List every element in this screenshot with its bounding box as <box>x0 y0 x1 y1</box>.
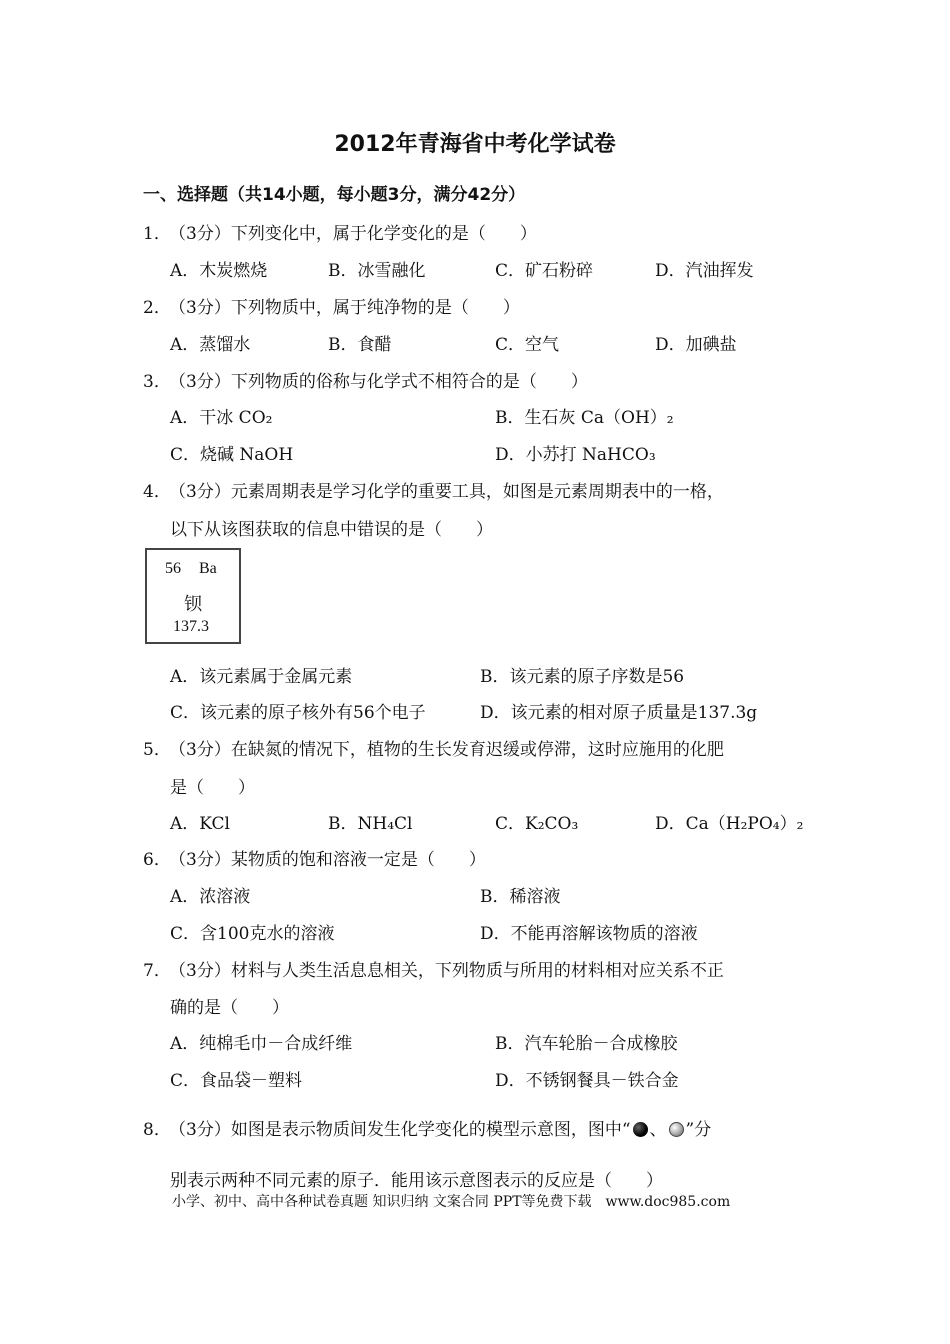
q4-option-b: B．该元素的原子序数是56 <box>480 667 685 687</box>
question-number: 4． <box>143 482 171 502</box>
q6-option-c: C．含100克水的溶液 <box>170 924 335 944</box>
question-stem: （3分）下列变化中，属于化学变化的是（ ） <box>169 224 537 244</box>
page-title: 2012年青海省中考化学试卷 <box>334 132 616 157</box>
question-stem: （3分）下列物质的俗称与化学式不相符合的是（ ） <box>169 372 588 392</box>
question-stem: （3分）元素周期表是学习化学的重要工具，如图是元素周期表中的一格， <box>169 482 724 502</box>
question-3 <box>143 367 588 392</box>
question-2 <box>143 293 520 318</box>
q1-option-a: A．木炭燃烧 <box>170 261 268 281</box>
atomic-number: 56 <box>165 560 181 577</box>
element-symbol: Ba <box>199 560 217 577</box>
question-number: 8． <box>143 1120 171 1140</box>
question-stem: （3分）某物质的饱和溶液一定是（ ） <box>169 850 486 870</box>
question-stem-part-a: （3分）如图是表示物质间发生化学变化的模型示意图，图中“ <box>169 1120 631 1140</box>
q3-option-d: D．小苏打 NaHCO₃ <box>495 445 656 465</box>
question-1 <box>143 219 537 244</box>
question-8 <box>143 1115 711 1140</box>
q3-option-c: C．烧碱 NaOH <box>170 445 294 465</box>
q6-option-b: B．稀溶液 <box>480 887 561 907</box>
q1-option-b: B．冰雪融化 <box>328 261 426 281</box>
question-number: 3． <box>143 372 171 392</box>
q1-option-d: D．汽油挥发 <box>655 261 754 281</box>
question-number: 1． <box>143 224 171 244</box>
question-stem: （3分）在缺氮的情况下，植物的生长发育迟缓或停滞，这时应施用的化肥 <box>169 740 724 760</box>
element-name: 钡 <box>184 594 202 615</box>
q5-option-a: A．KCl <box>170 814 230 834</box>
question-stem: （3分）下列物质中，属于纯净物的是（ ） <box>169 298 520 318</box>
q1-option-c: C．矿石粉碎 <box>495 261 594 281</box>
question-number: 7． <box>143 961 171 981</box>
question-stem-continued: 别表示两种不同元素的原子．能用该示意图表示的反应是（ ） <box>170 1171 663 1191</box>
black-atom-icon <box>633 1122 648 1137</box>
periodic-table-cell <box>145 548 241 644</box>
atomic-mass: 137.3 <box>173 618 209 635</box>
q5-option-b: B．NH₄Cl <box>328 814 413 834</box>
q2-option-d: D．加碘盐 <box>655 335 737 355</box>
question-stem-part-b: ”分 <box>685 1120 712 1140</box>
q6-option-a: A．浓溶液 <box>170 887 251 907</box>
q4-option-d: D．该元素的相对原子质量是137.3g <box>480 703 758 723</box>
question-stem-continued: 确的是（ ） <box>170 998 289 1018</box>
grey-atom-icon <box>669 1122 684 1137</box>
q4-option-a: A．该元素属于金属元素 <box>170 667 353 687</box>
q7-option-c: C．食品袋－塑料 <box>170 1071 303 1091</box>
question-4 <box>143 477 724 502</box>
q4-option-c: C．该元素的原子核外有56个电子 <box>170 703 426 723</box>
q2-option-b: B．食醋 <box>328 335 392 355</box>
q3-option-b: B．生石灰 Ca（OH）₂ <box>495 408 674 428</box>
question-number: 2． <box>143 298 171 318</box>
question-5 <box>143 735 724 760</box>
question-stem-continued: 是（ ） <box>170 778 255 798</box>
q5-option-c: C．K₂CO₃ <box>495 814 579 834</box>
q3-option-a: A．干冰 CO₂ <box>170 408 273 428</box>
q5-option-d: D．Ca（H₂PO₄）₂ <box>655 814 804 834</box>
question-number: 5． <box>143 740 171 760</box>
page-footer: 小学、初中、高中各种试卷真题 知识归纳 文案合同 PPT等免费下载 www.doc985.com <box>172 1194 731 1210</box>
q2-option-c: C．空气 <box>495 335 560 355</box>
question-stem-continued: 以下从该图获取的信息中错误的是（ ） <box>170 520 493 540</box>
q6-option-d: D．不能再溶解该物质的溶液 <box>480 924 698 944</box>
q7-option-a: A．纯棉毛巾－合成纤维 <box>170 1034 353 1054</box>
question-6 <box>143 845 486 870</box>
question-7 <box>143 956 724 981</box>
q7-option-b: B．汽车轮胎－合成橡胶 <box>495 1034 678 1054</box>
section-heading: 一、选择题（共14小题，每小题3分，满分42分） <box>143 185 526 205</box>
q7-option-d: D．不锈钢餐具－铁合金 <box>495 1071 679 1091</box>
q2-option-a: A．蒸馏水 <box>170 335 251 355</box>
question-stem-separator: 、 <box>649 1120 667 1140</box>
question-number: 6． <box>143 850 171 870</box>
question-stem: （3分）材料与人类生活息息相关，下列物质与所用的材料相对应关系不正 <box>169 961 724 981</box>
